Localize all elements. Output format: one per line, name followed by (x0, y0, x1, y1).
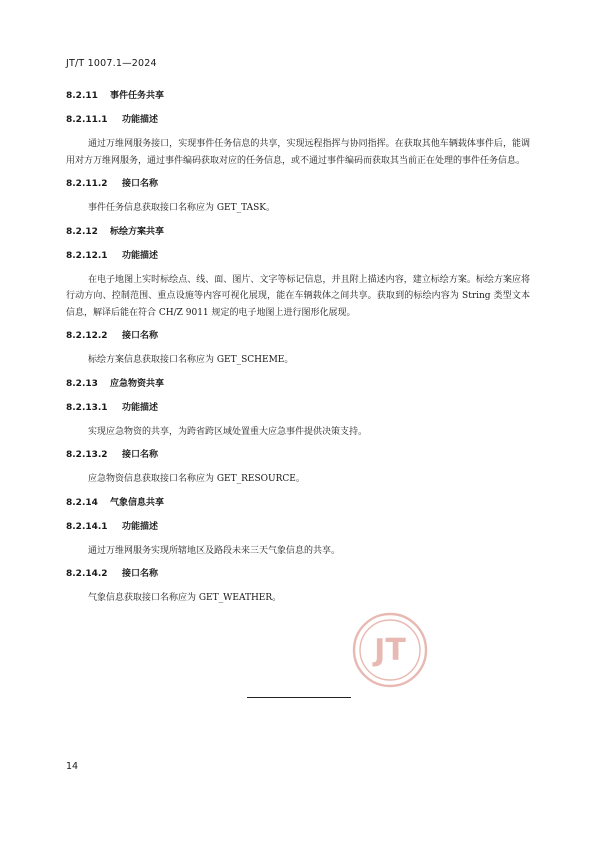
section-title: 接口名称 (122, 331, 159, 341)
watermark-text: JT (374, 633, 406, 668)
section-number: 8.2.11.1 (66, 115, 108, 125)
jt-watermark-logo (352, 612, 428, 688)
section-heading-8-2-12 (66, 226, 530, 239)
section-number: 8.2.12 (66, 226, 98, 237)
section-number: 8.2.11 (66, 91, 98, 101)
page-number: 14 (66, 761, 79, 772)
section-number: 8.2.13.2 (66, 450, 108, 460)
section-number: 8.2.12.2 (66, 331, 108, 341)
section-number: 8.2.11.2 (66, 179, 108, 189)
section-number: 8.2.13 (66, 378, 98, 389)
section-number: 8.2.13.1 (66, 402, 108, 413)
section-title: 应急物资共享 (110, 378, 165, 389)
section-title: 功能描述 (122, 115, 159, 125)
section-number: 8.2.12.1 (66, 250, 108, 261)
standard-code-header: JT/T 1007.1—2024 (66, 58, 157, 69)
section-heading-8-2-13-1 (66, 402, 530, 415)
section-number: 8.2.14 (66, 497, 98, 508)
section-title: 接口名称 (122, 450, 159, 460)
section-heading-8-2-14-1 (66, 521, 530, 534)
paragraph-weather-interface: 气象信息获取接口名称应为 GET_WEATHER。 (88, 593, 282, 603)
section-title: 功能描述 (122, 402, 159, 413)
document-body (66, 90, 530, 616)
section-heading-8-2-14-2 (66, 568, 530, 581)
paragraph-resource-interface: 应急物资信息获取接口名称应为 GET_RESOURCE。 (88, 474, 305, 484)
section-title: 气象信息共享 (110, 497, 165, 508)
section-heading-8-2-13-2 (66, 449, 530, 462)
section-title: 功能描述 (122, 521, 159, 532)
section-title: 标绘方案共享 (110, 226, 165, 237)
section-heading-8-2-11-2 (66, 178, 530, 191)
section-heading-8-2-12-1 (66, 250, 530, 263)
section-heading-8-2-11-1 (66, 114, 530, 127)
paragraph-scheme-function: 在电子地图上实时标绘点、线、面、图片、文字等标记信息，并且附上描述内容，建立标绘方案。标绘方案应将行动方向、控制范围、重点设施等内容可视化展现，能在车辆载体之间共享。获取到的标绘内容为 String 类型文本信息，解译后能在符合 CH/Z 9011 规定的电子地图上进行图形化展现。 (66, 274, 530, 318)
section-heading-8-2-13 (66, 378, 530, 391)
section-heading-8-2-14 (66, 497, 530, 510)
section-title: 接口名称 (122, 569, 159, 579)
section-title: 功能描述 (122, 250, 159, 261)
section-heading-8-2-11 (66, 90, 530, 103)
paragraph-scheme-interface: 标绘方案信息获取接口名称应为 GET_SCHEME。 (88, 355, 294, 365)
paragraph-weather-function: 通过万维网服务实现所辖地区及路段未来三天气象信息的共享。 (88, 545, 341, 556)
section-heading-8-2-12-2 (66, 330, 530, 343)
section-title: 事件任务共享 (110, 91, 165, 101)
paragraph-event-task-interface: 事件任务信息获取接口名称应为 GET_TASK。 (88, 203, 276, 213)
paragraph-resource-function: 实现应急物资的共享，为跨省跨区域处置重大应急事件提供决策支持。 (88, 426, 368, 437)
paragraph-event-task-function: 通过万维网服务接口，实现事件任务信息的共享，实现远程指挥与协同指挥。在获取其他车辆载体事件后，能调用对方万维网服务，通过事件编码获取对应的任务信息，或不通过事件编码而获取其当前正在处理的事件任务信息。 (66, 139, 530, 166)
section-title: 接口名称 (122, 179, 159, 189)
section-number: 8.2.14.1 (66, 521, 108, 532)
section-number: 8.2.14.2 (66, 569, 108, 579)
end-of-section-rule (247, 697, 351, 698)
